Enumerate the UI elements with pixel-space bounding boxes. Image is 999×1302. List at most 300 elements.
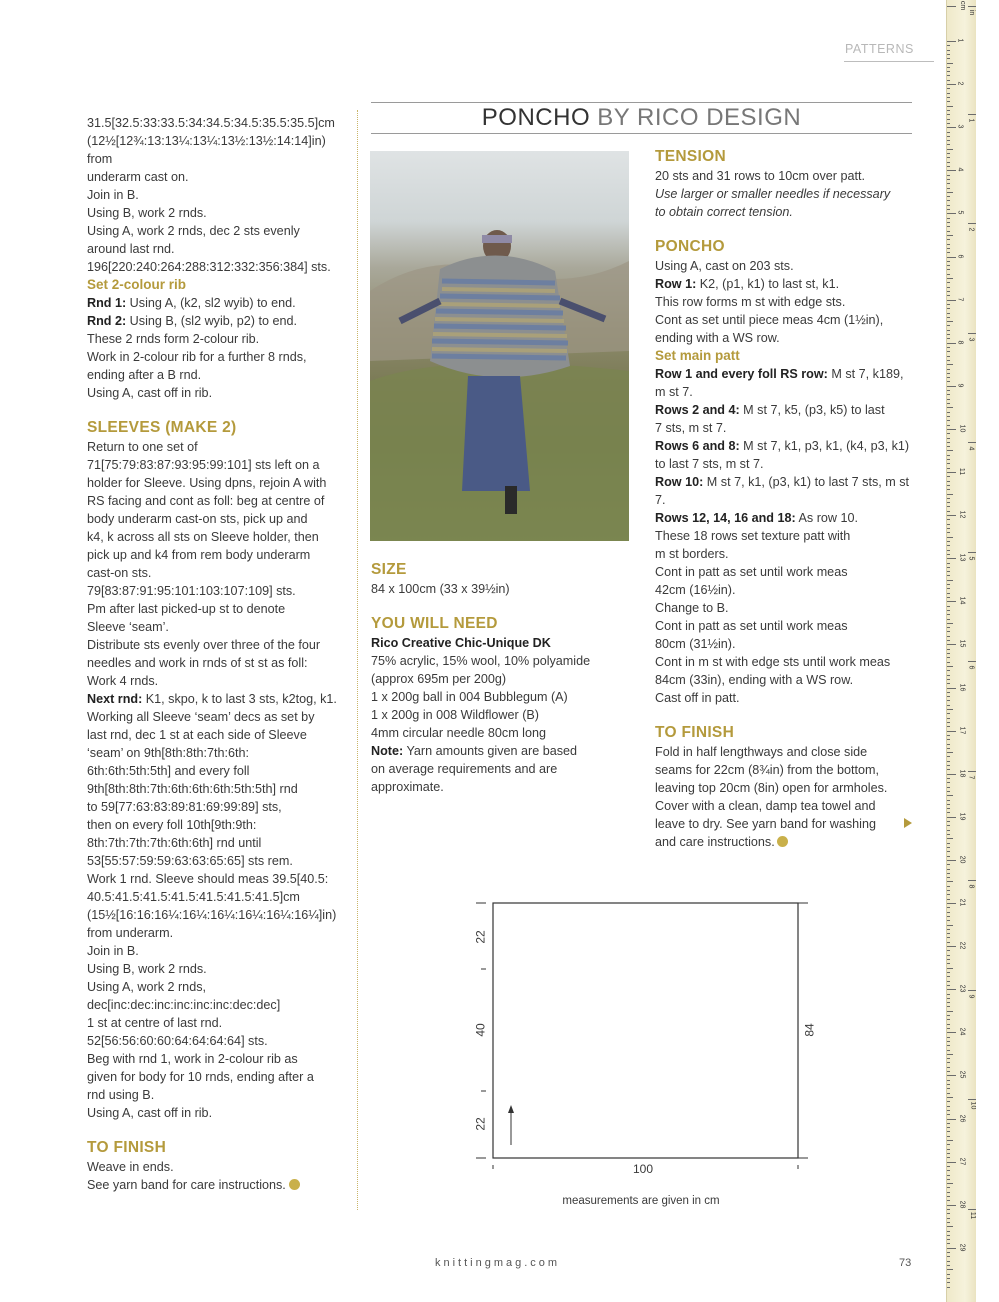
ruler-cm-label: 4 [956,167,964,172]
ruler-mm-tick [947,1200,950,1201]
ruler-mm-tick [947,308,950,309]
ruler-cm-label: 28 [958,1200,966,1209]
ruler-mm-tick [947,976,950,977]
ruler-cm-label: 17 [958,726,966,734]
sleeves-line-3: holder for Sleeve. Using dpns, rejoin A with [87,476,327,490]
ruler-cm-tick [947,644,956,645]
ruler-mm-tick [947,1006,950,1007]
ruler-cm-tick [947,472,956,473]
ruler-cm-label: 5 [956,210,964,215]
dim-left-top: 22 [473,930,488,944]
ruler-mm-tick [947,119,950,120]
ruler-in-label: in [968,9,976,16]
sleeves2-line-23: Using A, cast off in rib. [87,1106,213,1120]
sleeves-line-8: cast-on sts. [87,566,152,580]
ruler-mm-tick [947,800,950,801]
r6-line [655,437,920,455]
ruler-cm-label: 25 [958,1070,966,1079]
sleeves2-line-10: Work 1 rnd. Sleeve should meas 39.5[40.5: [87,872,329,886]
sleeves-line-1: Return to one set of [87,440,198,454]
ruler-mm-tick [947,869,950,870]
ruler-mm-tick [947,778,950,779]
ruler-mm-tick [947,179,950,180]
ruler-cm-label: 22 [958,941,966,950]
ruler-mm-tick [947,192,953,193]
dim-right: 84 [802,1023,817,1037]
sleeves2-line-19: 52[56:56:60:60:64:64:64:64] sts. [87,1034,268,1048]
left-column [87,114,352,1194]
ruler-mm-tick [947,97,950,98]
ruler-cm-label: 9 [956,383,964,388]
ruler-mm-tick [947,610,950,611]
ruler-mm-tick [947,968,953,969]
ruler-mm-tick [947,1071,950,1072]
ruler-mm-tick [947,1062,950,1063]
note-line-1: on average requirements and are [371,762,558,776]
ruler-in-label: 5 [967,556,975,560]
ruler-mm-tick [947,1054,953,1055]
ruler-mm-tick [947,524,950,525]
ruler-in-label: 11 [969,1211,977,1219]
ruler-mm-tick [947,265,950,266]
ruler-mm-tick [947,390,950,391]
ruler-cm-tick [947,1162,956,1163]
ruler-cm-tick [947,515,956,516]
intro-line-1: 31.5[32.5:33:33.5:34:34.5:34.5:35.5:35.5]cm [87,116,335,130]
sleeves-line-9: 79[83:87:91:95:101:103:107:109] sts. [87,584,296,598]
ruler-mm-tick [947,313,950,314]
section-rule [844,61,934,62]
ruler-mm-tick [947,1080,950,1081]
ruler-mm-tick [947,1187,950,1188]
ruler-mm-tick [947,1179,950,1180]
continue-arrow-icon [904,818,912,828]
ruler-cm-tick [947,817,956,818]
body-intro [87,114,352,276]
ruler-mm-tick [947,356,950,357]
ruler-mm-tick [947,244,950,245]
rib-lines [87,330,352,402]
ruler-mm-tick [947,416,950,417]
r6-text: M st 7, k1, p3, k1, (k4, p3, k1) [739,439,910,453]
footer-site: knittingmag.com [435,1257,561,1269]
finish-line-2: seams for 22cm (8¾in) from the bottom, [655,763,879,777]
ruler-cm-label: 12 [958,510,966,519]
ruler-mm-tick [947,489,950,490]
ruler-mm-tick [947,636,950,637]
ruler-cm-tick [947,860,956,861]
ruler-mm-tick [947,847,950,848]
note-line-2: approximate. [371,780,444,794]
rnd1-label: Rnd 1: [87,296,127,310]
ruler-mm-tick [947,744,950,745]
ruler-mm-tick [947,821,950,822]
ruler-mm-tick [947,261,950,262]
ruler-mm-tick [947,291,950,292]
ruler-mm-tick [947,511,950,512]
ruler-mm-tick [947,205,950,206]
ruler-mm-tick [947,1235,950,1236]
main-line-7: 80cm (31½in). [655,637,736,651]
row1-text: K2, (p1, k1) to last st, k1. [696,277,840,291]
intro-line-3: underarm cast on. [87,170,189,184]
main-line-9: 84cm (33in), ending with a WS row. [655,673,854,687]
sleeves2-line-12: (15½[16:16:16¼:16¼:16¼:16¼:16¼:16¼]in) [87,908,337,922]
ruler-mm-tick [947,959,950,960]
ruler-cm-label: 10 [958,424,966,433]
ruler-cm-tick [947,300,956,301]
main-line-6: Cont in patt as set until work meas [655,619,848,633]
ruler-mm-tick [947,623,953,624]
sleeves2-line-9: 53[55:57:59:59:63:63:65:65] sts rem. [87,854,293,868]
ruler-mm-tick [947,597,950,598]
tension-text: 20 sts and 31 rows to 10cm over patt. [655,169,866,183]
ruler-mm-tick [947,1011,953,1012]
ruler-mm-tick [947,1149,950,1150]
ruler-mm-tick [947,580,953,581]
ruler-mm-tick [947,71,950,72]
note-label: Note: [371,744,404,758]
ruler-mm-tick [947,550,950,551]
r1-line [655,365,920,383]
ruler-mm-tick [947,144,950,145]
sleeves2-line-17: dec[inc:dec:inc:inc:inc:inc:dec:dec] [87,998,281,1012]
ruler-mm-tick [947,226,950,227]
ruler-mm-tick [947,101,950,102]
ruler-mm-tick [947,554,950,555]
ruler-mm-tick [947,394,950,395]
ruler-mm-tick [947,752,953,753]
ruler-mm-tick [947,937,950,938]
left-finish-text: See yarn band for care instructions. [87,1178,286,1192]
ruler-mm-tick [947,1269,953,1270]
ruler-cm-tick [947,601,956,602]
ruler-mm-tick [947,1045,950,1046]
ruler-mm-tick [947,282,950,283]
ruler-mm-tick [947,54,950,55]
ruler-cm-label: 24 [958,1027,966,1036]
poncho-line-3: ending with a WS row. [655,331,780,345]
rnd1-line [87,294,352,312]
next-rnd-text: K1, skpo, k to last 3 sts, k2tog, k1. [142,692,337,706]
measurement-diagram [470,895,820,1180]
ruler-mm-tick [947,399,950,400]
ruler-mm-tick [947,433,950,434]
next-rnd-line [87,690,352,708]
ruler-mm-tick [947,1256,950,1257]
ruler-mm-tick [947,58,950,59]
intro-line-7: around last rnd. [87,242,175,256]
row1-label: Row 1: [655,277,697,291]
tension-italic-line-1: Use larger or smaller needles if necessary [655,187,891,201]
ruler-mm-tick [947,407,953,408]
ruler-mm-tick [947,1213,950,1214]
ruler-cm-label: 7 [956,297,964,302]
ruler-mm-tick [947,132,950,133]
ruler-mm-tick [947,830,950,831]
ruler-mm-tick [947,782,950,783]
ruler-mm-tick [947,1282,950,1283]
ruler-cm-tick [947,127,956,128]
ruler-mm-tick [947,890,950,891]
main-line-8: Cont in m st with edge sts until work meas [655,655,891,669]
ruler-mm-tick [947,347,950,348]
ruler-cm-tick [947,1075,956,1076]
ruler-mm-tick [947,640,950,641]
ruler-mm-tick [947,50,950,51]
ruler-mm-tick [947,649,950,650]
sleeves-line-6: k4, k across all sts on Sleeve holder, then [87,530,319,544]
ruler-mm-tick [947,950,950,951]
ruler-mm-tick [947,157,950,158]
ruler-mm-tick [947,843,950,844]
ruler-mm-tick [947,252,950,253]
rnd1-text: Using A, (k2, sl2 wyib) to end. [126,296,296,310]
ruler-mm-tick [947,209,950,210]
right-finish-heading: TO FINISH [655,724,735,741]
row1-line [655,275,920,293]
size-text: 84 x 100cm (33 x 39½in) [371,582,510,596]
ruler-mm-tick [947,614,950,615]
ruler-mm-tick [947,1037,950,1038]
dim-bottom: 100 [633,1162,654,1176]
finish-line-1: Fold in half lengthways and close side [655,745,868,759]
poncho-line-2: Cont as set until piece meas 4cm (1½in), [655,313,884,327]
ruler-mm-tick [947,248,950,249]
ruler-mm-tick [947,1231,950,1232]
ruler-mm-tick [947,1136,950,1137]
rib-heading: Set 2-colour rib [87,277,187,292]
ruler-mm-tick [947,481,950,482]
ruler-mm-tick [947,584,950,585]
intro-line-2: (12½[12¾:13:13¼:13¼:13½:13½:14:14]in) from [87,134,326,166]
ruler-mm-tick [947,916,950,917]
ruler-mm-tick [947,670,950,671]
yarn-ball-icon [777,836,788,847]
ruler-mm-tick [947,369,950,370]
ruler-mm-tick [947,907,950,908]
rnd2-line [87,312,352,330]
sleeves2-line-14: Join in B. [87,944,139,958]
ruler-mm-tick [947,1157,950,1158]
ruler-cm-label: 23 [958,984,966,993]
ruler-mm-tick [947,373,950,374]
tension-heading: TENSION [655,148,726,165]
ruler-mm-tick [947,700,950,701]
ruler-in-label: 1 [967,118,975,122]
ruler-mm-tick [947,692,950,693]
main-line-5: Change to B. [655,601,729,615]
ruler-mm-tick [947,981,950,982]
need-line-5: 4mm circular needle 80cm long [371,726,546,740]
ruler-mm-tick [947,45,950,46]
ruler-cm-tick [947,903,956,904]
ruler-mm-tick [947,93,950,94]
ruler-mm-tick [947,575,950,576]
ruler-cm-tick [947,1032,956,1033]
ruler-mm-tick [947,1192,950,1193]
ruler-mm-tick [947,825,950,826]
ruler-mm-tick [947,485,950,486]
ruler-mm-tick [947,726,950,727]
ruler-mm-tick [947,1278,950,1279]
page-number: 73 [899,1257,912,1269]
sleeves2-line-5: 9th[8th:8th:7th:6th:6th:6th:5th:5th] rnd [87,782,298,796]
sleeves2-line-4: 6th:6th:5th:5th] and every foll [87,764,250,778]
r12-label: Rows 12, 14, 16 and 18: [655,511,796,525]
ruler-mm-tick [947,1050,950,1051]
ruler-mm-tick [947,933,950,934]
poncho-lines [655,293,920,347]
sleeves2-line-11: 40.5:41.5:41.5:41.5:41.5:41.5:41.5]cm [87,890,300,904]
left-finish-line-2 [87,1176,352,1194]
ruler-mm-tick [947,877,950,878]
ruler-mm-tick [947,218,950,219]
sleeves-line-14: Work 4 rnds. [87,674,159,688]
ruler-mm-tick [947,657,950,658]
sleeves2-line-7: then on every foll 10th[9th:9th: [87,818,257,832]
ruler-mm-tick [947,1175,950,1176]
ruler-cm-tick [947,1205,956,1206]
ruler-mm-tick [947,679,950,680]
ruler-mm-tick [947,317,950,318]
ruler-mm-tick [947,1002,950,1003]
main-patt-lines [655,527,920,707]
ruler-mm-tick [947,463,950,464]
need-line-1: 75% acrylic, 15% wool, 10% polyamide [371,654,591,668]
ruler-mm-tick [947,360,950,361]
title-rule-bottom [371,133,912,134]
main-line-1: These 18 rows set texture patt with [655,529,851,543]
ruler-mm-tick [947,1084,950,1085]
ruler-mm-tick [947,1093,950,1094]
ruler-mm-tick [947,1261,950,1262]
r6-cont: to last 7 sts, m st 7. [655,457,764,471]
ruler-mm-tick [947,274,950,275]
ruler-in-label: 7 [967,775,975,779]
sleeves-line-7: pick up and k4 from rem body underarm [87,548,311,562]
ruler-cm-tick [947,257,956,258]
ruler-cm-label: 8 [956,340,964,345]
ruler-mm-tick [947,1222,950,1223]
column-divider [357,110,358,1210]
right-finish-lines [655,743,920,851]
ruler-mm-tick [947,942,950,943]
ruler-mm-tick [947,153,950,154]
ruler-cm-tick [947,1248,956,1249]
ruler-mm-tick [947,545,950,546]
ruler-mm-tick [947,804,950,805]
ruler-mm-tick [947,106,953,107]
ruler-mm-tick [947,627,950,628]
ruler-mm-tick [947,838,953,839]
ruler-mm-tick [947,162,950,163]
sleeves2-line-8: 8th:7th:7th:7th:6th:6th] rnd until [87,836,262,850]
ruler-mm-tick [947,278,953,279]
ruler-mm-tick [947,985,950,986]
ruler-mm-tick [947,321,953,322]
ruler-mm-tick [947,1243,950,1244]
sleeves-line-13: needles and work in rnds of st st as foll: [87,656,308,670]
ruler-mm-tick [947,1101,950,1102]
ruler-mm-tick [947,1265,950,1266]
need-line-4: 1 x 200g in 008 Wildflower (B) [371,708,539,722]
rib-line-4: Using A, cast off in rib. [87,386,213,400]
ruler-in-label: 8 [967,884,975,889]
sleeves2-line-20: Beg with rnd 1, work in 2-colour rib as [87,1052,298,1066]
ruler-mm-tick [947,537,953,538]
ruler-mm-tick [947,1114,950,1115]
ruler-mm-tick [947,450,953,451]
ruler-mm-tick [947,881,953,882]
ruler-mm-tick [947,994,950,995]
ruler-in-label: 9 [967,994,975,998]
sleeves2-line-21: given for body for 10 rnds, ending after a [87,1070,314,1084]
diagram-caption: measurements are given in cm [562,1195,720,1207]
sleeves2-line-3: ‘seam’ on 9th[8th:8th:7th:6th: [87,746,249,760]
ruler-mm-tick [947,476,950,477]
ruler-mm-tick [947,80,950,81]
sleeves-lines-2 [87,708,352,1122]
ruler-cm-tick [947,731,956,732]
ruler-in-label: 3 [967,337,975,341]
ruler-mm-tick [947,1144,950,1145]
ruler-mm-tick [947,381,950,382]
ruler-cm-tick [947,1119,956,1120]
ruler-mm-tick [947,1131,950,1132]
ruler-mm-tick [947,528,950,529]
ruler-cm-tick [947,386,956,387]
ruler-mm-tick [947,235,953,236]
ruler-mm-tick [947,675,950,676]
need-heading: YOU WILL NEED [371,615,498,632]
r1-label: Row 1 and every foll RS row: [655,367,828,381]
ruler-mm-tick [947,502,950,503]
ruler-in-label: 6 [967,665,975,670]
ruler-cm-label: 13 [958,553,966,562]
sleeves-line-5: body underarm cast-on sts, pick up and [87,512,308,526]
rnd2-text: Using B, (sl2 wyib, p2) to end. [126,314,297,328]
ruler-mm-tick [947,920,950,921]
ruler-mm-tick [947,894,950,895]
ruler-mm-tick [947,1067,950,1068]
ruler-cm-label: 3 [956,124,964,129]
ruler-mm-tick [947,851,950,852]
ruler-mm-tick [947,769,950,770]
ruler-cm-tick [947,41,956,42]
main-line-4: 42cm (16½in). [655,583,736,597]
sleeves2-line-16: Using A, work 2 rnds, [87,980,206,994]
ruler-cm-label: 1 [956,38,964,43]
ruler-cm-label: 18 [958,769,966,778]
rib-line-3: ending after a B rnd. [87,368,202,382]
ruler-mm-tick [947,588,950,589]
ruler-mm-tick [947,325,950,326]
ruler-mm-tick [947,705,950,706]
rnd2-label: Rnd 2: [87,314,127,328]
poncho-heading: PONCHO [655,238,725,255]
rib-line-1: These 2 rnds form 2-colour rib. [87,332,260,346]
ruler-mm-tick [947,123,950,124]
ruler-mm-tick [947,1183,953,1184]
ruler-margin [976,0,999,1302]
ruler-mm-tick [947,899,950,900]
ruler-mm-tick [947,498,950,499]
ruler-mm-tick [947,403,950,404]
intro-line-5: Using B, work 2 rnds. [87,206,207,220]
ruler-in-label: 10 [969,1101,977,1110]
ruler-in-label: 2 [967,227,975,232]
